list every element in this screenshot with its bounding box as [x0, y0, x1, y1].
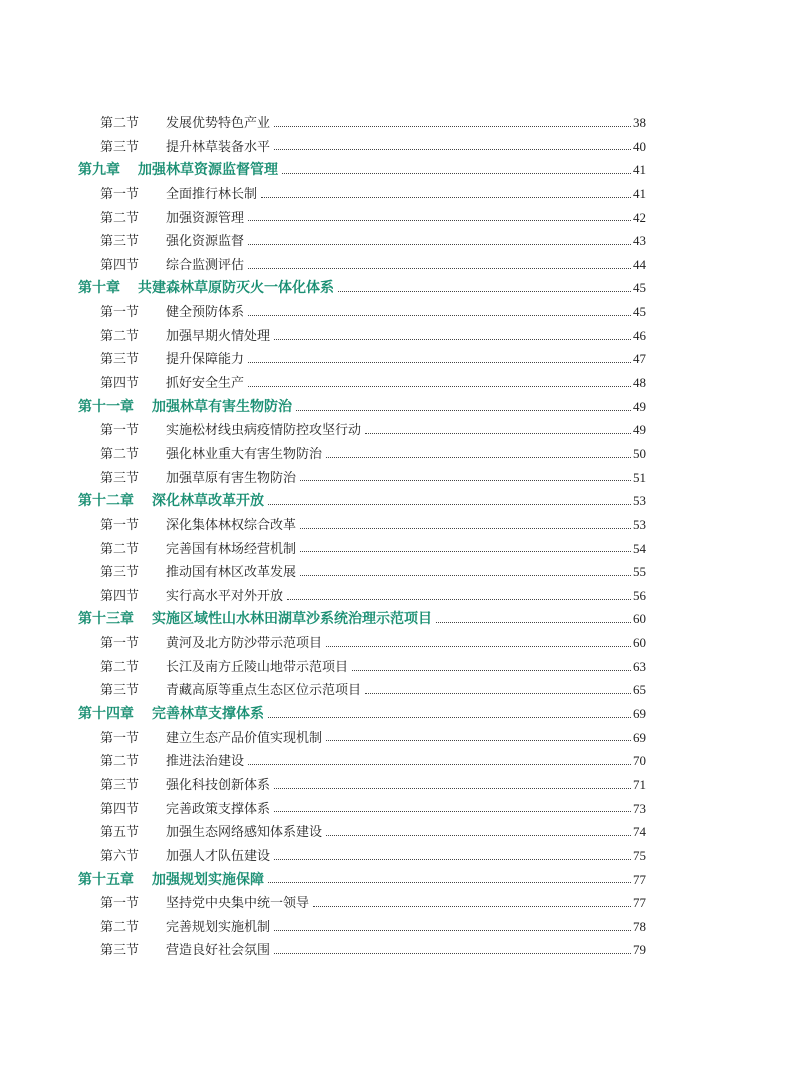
dot-leader — [248, 243, 631, 245]
toc-entry-number: 第二节 — [100, 116, 140, 131]
toc-chapter-row[interactable] — [78, 868, 646, 892]
toc-section-row[interactable] — [78, 938, 646, 962]
toc-entry-number: 第二节 — [100, 754, 140, 770]
toc-entry-title: 共建森林草原防灭火一体化体系 — [138, 280, 334, 297]
toc-entry-title: 强化科技创新体系 — [166, 777, 271, 793]
dot-leader — [274, 952, 631, 954]
toc-section-row[interactable] — [78, 371, 646, 395]
toc-page-number: 63 — [633, 658, 646, 674]
toc-page-number: 71 — [633, 776, 646, 792]
dot-leader — [248, 267, 631, 269]
toc-chapter-row[interactable] — [78, 158, 646, 182]
dot-leader — [313, 905, 631, 907]
toc-page-number: 56 — [633, 587, 646, 603]
toc-page-number: 46 — [633, 327, 646, 343]
toc-section-row[interactable] — [78, 182, 646, 206]
toc-entry-title: 完善规划实施机制 — [166, 919, 271, 935]
toc-entry-number: 第一节 — [100, 186, 140, 202]
toc-section-row[interactable] — [78, 300, 646, 324]
toc-page-number: 45 — [633, 304, 646, 320]
toc-entry-title: 黄河及北方防沙带示范项目 — [166, 636, 323, 652]
toc-entry-title: 深化集体林权综合改革 — [166, 517, 297, 533]
toc-page-number: 38 — [633, 115, 646, 130]
toc-entry-title: 长江及南方丘陵山地带示范项目 — [166, 659, 349, 675]
toc-entry-number: 第三节 — [100, 470, 140, 486]
dot-leader — [338, 290, 631, 292]
toc-entry-title: 提升林草装备水平 — [166, 139, 271, 155]
toc-entry-title: 实行高水平对外开放 — [166, 588, 284, 604]
toc-section-row[interactable] — [78, 726, 646, 750]
toc-page-number: 74 — [633, 824, 646, 840]
toc-entry-number: 第三节 — [100, 943, 140, 959]
toc-entry-title: 加强人才队伍建设 — [166, 848, 271, 864]
toc-entry-title: 加强资源管理 — [166, 210, 245, 226]
dot-leader — [274, 858, 631, 860]
toc-section-row[interactable] — [78, 891, 646, 915]
toc-page-number: 40 — [633, 138, 646, 154]
dot-leader — [261, 196, 631, 198]
toc-entry-title: 提升保障能力 — [166, 352, 245, 368]
toc-page-number: 47 — [633, 351, 646, 367]
toc-entry-title: 实施松材线虫病疫情防控攻坚行动 — [166, 423, 362, 439]
toc-section-row[interactable] — [78, 773, 646, 797]
toc-entry-title: 青藏高原等重点生态区位示范项目 — [166, 683, 362, 699]
dot-leader — [274, 125, 631, 127]
toc-page-number: 53 — [633, 516, 646, 532]
toc-section-row[interactable] — [78, 418, 646, 442]
toc-entry-number: 第一节 — [100, 636, 140, 652]
toc-entry-number: 第二节 — [100, 919, 140, 935]
toc-chapter-row[interactable] — [78, 395, 646, 419]
toc-entry-title: 加强规划实施保障 — [152, 871, 264, 888]
dot-leader — [268, 881, 631, 883]
table-of-contents — [78, 111, 646, 962]
toc-page-number: 49 — [633, 398, 646, 414]
toc-entry-number: 第十章 — [78, 280, 120, 297]
toc-section-row[interactable] — [78, 442, 646, 466]
toc-page-number: 50 — [633, 445, 646, 461]
toc-entry-title: 完善林草支撑体系 — [152, 706, 264, 723]
toc-section-row[interactable] — [78, 584, 646, 608]
toc-entry-number: 第十三章 — [78, 611, 134, 628]
toc-section-row[interactable] — [78, 560, 646, 584]
toc-page-number: 77 — [633, 871, 646, 887]
toc-section-row[interactable] — [78, 678, 646, 702]
toc-section-row[interactable] — [78, 844, 646, 868]
toc-page-number: 69 — [633, 729, 646, 745]
toc-chapter-row[interactable] — [78, 607, 646, 631]
toc-entry-number: 第三节 — [100, 565, 140, 581]
dot-leader — [300, 527, 631, 529]
dot-leader — [248, 385, 631, 387]
dot-leader — [296, 409, 631, 411]
toc-entry-title: 加强林草资源监督管理 — [138, 162, 278, 179]
toc-entry-title: 强化资源监督 — [166, 234, 245, 250]
toc-entry-number: 第四节 — [100, 588, 140, 604]
toc-entry-title: 抓好安全生产 — [166, 376, 245, 392]
toc-entry-title: 发展优势特色产业 — [166, 116, 271, 131]
dot-leader — [248, 314, 631, 316]
dot-leader — [326, 834, 631, 836]
dot-leader — [282, 172, 631, 174]
dot-leader — [268, 503, 631, 505]
toc-page-number: 65 — [633, 682, 646, 698]
toc-entry-title: 加强林草有害生物防治 — [152, 398, 292, 415]
toc-entry-title: 深化林草改革开放 — [152, 493, 264, 510]
toc-chapter-row[interactable] — [78, 489, 646, 513]
dot-leader — [365, 692, 631, 694]
toc-section-row[interactable] — [78, 537, 646, 561]
dot-leader — [274, 148, 631, 150]
toc-entry-number: 第二节 — [100, 210, 140, 226]
toc-entry-number: 第四节 — [100, 257, 140, 273]
toc-entry-number: 第三节 — [100, 683, 140, 699]
toc-entry-title: 营造良好社会氛围 — [166, 943, 271, 959]
toc-entry-title: 建立生态产品价值实现机制 — [166, 730, 323, 746]
toc-entry-number: 第十五章 — [78, 871, 134, 888]
toc-page-number: 55 — [633, 564, 646, 580]
dot-leader — [300, 550, 631, 552]
toc-page-number: 77 — [633, 895, 646, 911]
toc-section-row[interactable] — [78, 749, 646, 773]
toc-entry-number: 第六节 — [100, 848, 140, 864]
toc-entry-number: 第九章 — [78, 162, 120, 179]
toc-entry-number: 第三节 — [100, 352, 140, 368]
toc-section-row[interactable] — [78, 513, 646, 537]
dot-leader — [274, 787, 631, 789]
dot-leader — [436, 621, 631, 623]
toc-page-number: 41 — [633, 185, 646, 201]
toc-entry-number: 第二节 — [100, 541, 140, 557]
toc-page-number: 43 — [633, 233, 646, 249]
toc-section-row[interactable] — [78, 915, 646, 939]
toc-entry-number: 第四节 — [100, 801, 140, 817]
toc-entry-title: 强化林业重大有害生物防治 — [166, 446, 323, 462]
toc-section-row[interactable] — [78, 797, 646, 821]
toc-entry-title: 推进法治建设 — [166, 754, 245, 770]
toc-page-number: 48 — [633, 375, 646, 391]
toc-chapter-row[interactable] — [78, 702, 646, 726]
toc-page-number: 44 — [633, 256, 646, 272]
toc-entry-title: 全面推行林长制 — [166, 186, 258, 202]
toc-section-row[interactable] — [78, 111, 646, 135]
toc-entry-number: 第三节 — [100, 139, 140, 155]
toc-chapter-row[interactable] — [78, 276, 646, 300]
toc-page-number: 41 — [633, 162, 646, 178]
toc-page-number: 60 — [633, 611, 646, 627]
dot-leader — [365, 432, 631, 434]
toc-section-row[interactable] — [78, 253, 646, 277]
toc-entry-number: 第五节 — [100, 825, 140, 841]
dot-leader — [268, 716, 631, 718]
toc-section-row[interactable] — [78, 466, 646, 490]
dot-leader — [326, 456, 631, 458]
toc-entry-number: 第二节 — [100, 446, 140, 462]
toc-page-number: 53 — [633, 493, 646, 509]
dot-leader — [274, 338, 631, 340]
toc-entry-title: 加强草原有害生物防治 — [166, 470, 297, 486]
dot-leader — [300, 479, 631, 481]
toc-entry-number: 第十四章 — [78, 706, 134, 723]
toc-entry-number: 第一节 — [100, 896, 140, 912]
toc-entry-number: 第三节 — [100, 234, 140, 250]
toc-section-row[interactable] — [78, 631, 646, 655]
toc-entry-title: 推动国有林区改革发展 — [166, 565, 297, 581]
dot-leader — [248, 219, 631, 221]
toc-page-number: 79 — [633, 942, 646, 958]
toc-entry-number: 第二节 — [100, 659, 140, 675]
toc-page-number: 78 — [633, 918, 646, 934]
toc-page-number: 73 — [633, 800, 646, 816]
dot-leader — [326, 739, 631, 741]
toc-section-row[interactable] — [78, 347, 646, 371]
toc-section-row[interactable] — [78, 206, 646, 230]
toc-entry-number: 第一节 — [100, 517, 140, 533]
toc-section-row[interactable] — [78, 135, 646, 159]
toc-entry-title: 实施区域性山水林田湖草沙系统治理示范项目 — [152, 611, 432, 628]
toc-section-row[interactable] — [78, 655, 646, 679]
toc-page-number: 60 — [633, 635, 646, 651]
toc-section-row[interactable] — [78, 324, 646, 348]
dot-leader — [248, 361, 631, 363]
toc-section-row[interactable] — [78, 820, 646, 844]
toc-entry-title: 加强生态网络感知体系建设 — [166, 825, 323, 841]
dot-leader — [300, 574, 631, 576]
toc-entry-title: 完善政策支撑体系 — [166, 801, 271, 817]
toc-page-number: 51 — [633, 469, 646, 485]
toc-section-row[interactable] — [78, 229, 646, 253]
toc-entry-title: 坚持党中央集中统一领导 — [166, 896, 310, 912]
toc-page-number: 49 — [633, 422, 646, 438]
toc-page-number: 69 — [633, 706, 646, 722]
toc-entry-title: 综合监测评估 — [166, 257, 245, 273]
toc-page-number: 45 — [633, 280, 646, 296]
dot-leader — [274, 929, 631, 931]
dot-leader — [287, 598, 631, 600]
toc-entry-number: 第十一章 — [78, 398, 134, 415]
dot-leader — [274, 810, 631, 812]
toc-entry-number: 第一节 — [100, 423, 140, 439]
toc-entry-number: 第十二章 — [78, 493, 134, 510]
toc-entry-number: 第一节 — [100, 305, 140, 321]
toc-entry-title: 加强早期火情处理 — [166, 328, 271, 344]
dot-leader — [326, 645, 631, 647]
toc-entry-title: 完善国有林场经营机制 — [166, 541, 297, 557]
toc-page-number: 54 — [633, 540, 646, 556]
toc-page-number: 42 — [633, 209, 646, 225]
toc-entry-number: 第二节 — [100, 328, 140, 344]
toc-entry-number: 第一节 — [100, 730, 140, 746]
toc-entry-title: 健全预防体系 — [166, 305, 245, 321]
toc-page-number: 75 — [633, 847, 646, 863]
toc-page-number: 70 — [633, 753, 646, 769]
dot-leader — [352, 669, 631, 671]
dot-leader — [248, 763, 631, 765]
toc-entry-number: 第四节 — [100, 376, 140, 392]
toc-entry-number: 第三节 — [100, 777, 140, 793]
